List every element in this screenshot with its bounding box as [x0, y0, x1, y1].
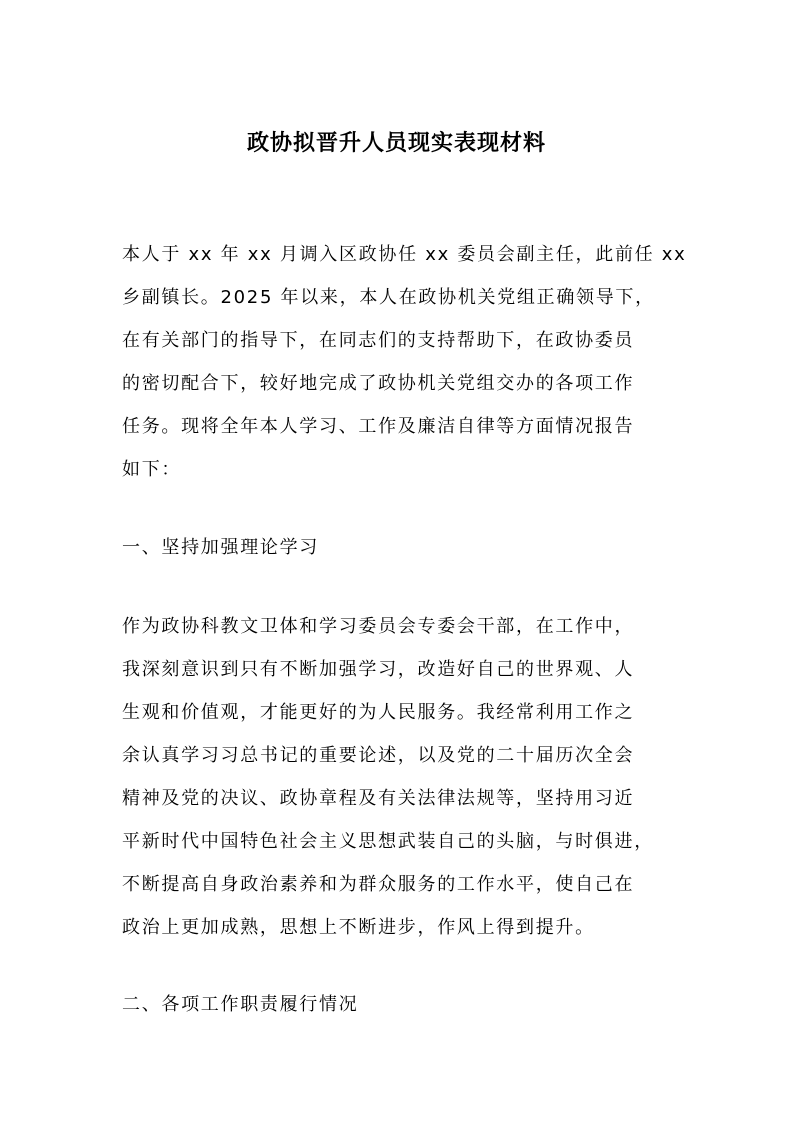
section-1-line-4: 余认真学习习总书记的重要论述，以及党的二十届历次全会 [122, 745, 635, 766]
section-1-line-2: 我深刻意识到只有不断加强学习，改造好自己的世界观、人 [122, 659, 635, 680]
section-1-line-3: 生观和价值观，才能更好的为人民服务。我经常利用工作之 [122, 702, 635, 723]
intro-line-3: 在有关部门的指导下，在同志们的支持帮助下，在政协委员 [122, 330, 635, 351]
section-1-line-8: 政治上更加成熟，思想上不断进步，作风上得到提升。 [122, 917, 595, 938]
document-title: 政协拟晋升人员现实表现材料 [246, 131, 546, 156]
section-1-line-1: 作为政协科教文卫体和学习委员会专委会干部，在工作中， [122, 616, 635, 637]
section-2-heading: 二、各项工作职责履行情况 [122, 994, 359, 1015]
intro-line-6: 如下： [122, 459, 182, 480]
intro-line-2: 乡副镇长。2025 年以来，本人在政协机关党组正确领导下， [122, 287, 655, 308]
section-1-heading: 一、坚持加强理论学习 [122, 537, 319, 558]
intro-line-4: 的密切配合下，较好地完成了政协机关党组交办的各项工作 [122, 373, 635, 394]
section-1-line-5: 精神及党的决议、政协章程及有关法律法规等，坚持用习近 [122, 788, 635, 809]
section-1-line-7: 不断提高自身政治素养和为群众服务的工作水平，使自己在 [122, 874, 635, 895]
section-1-line-6: 平新时代中国特色社会主义思想武装自己的头脑，与时俱进， [122, 831, 654, 852]
intro-line-5: 任务。现将全年本人学习、工作及廉洁自律等方面情况报告 [122, 416, 635, 437]
intro-line-1: 本人于 xx 年 xx 月调入区政协任 xx 委员会副主任，此前任 xx [122, 244, 687, 265]
